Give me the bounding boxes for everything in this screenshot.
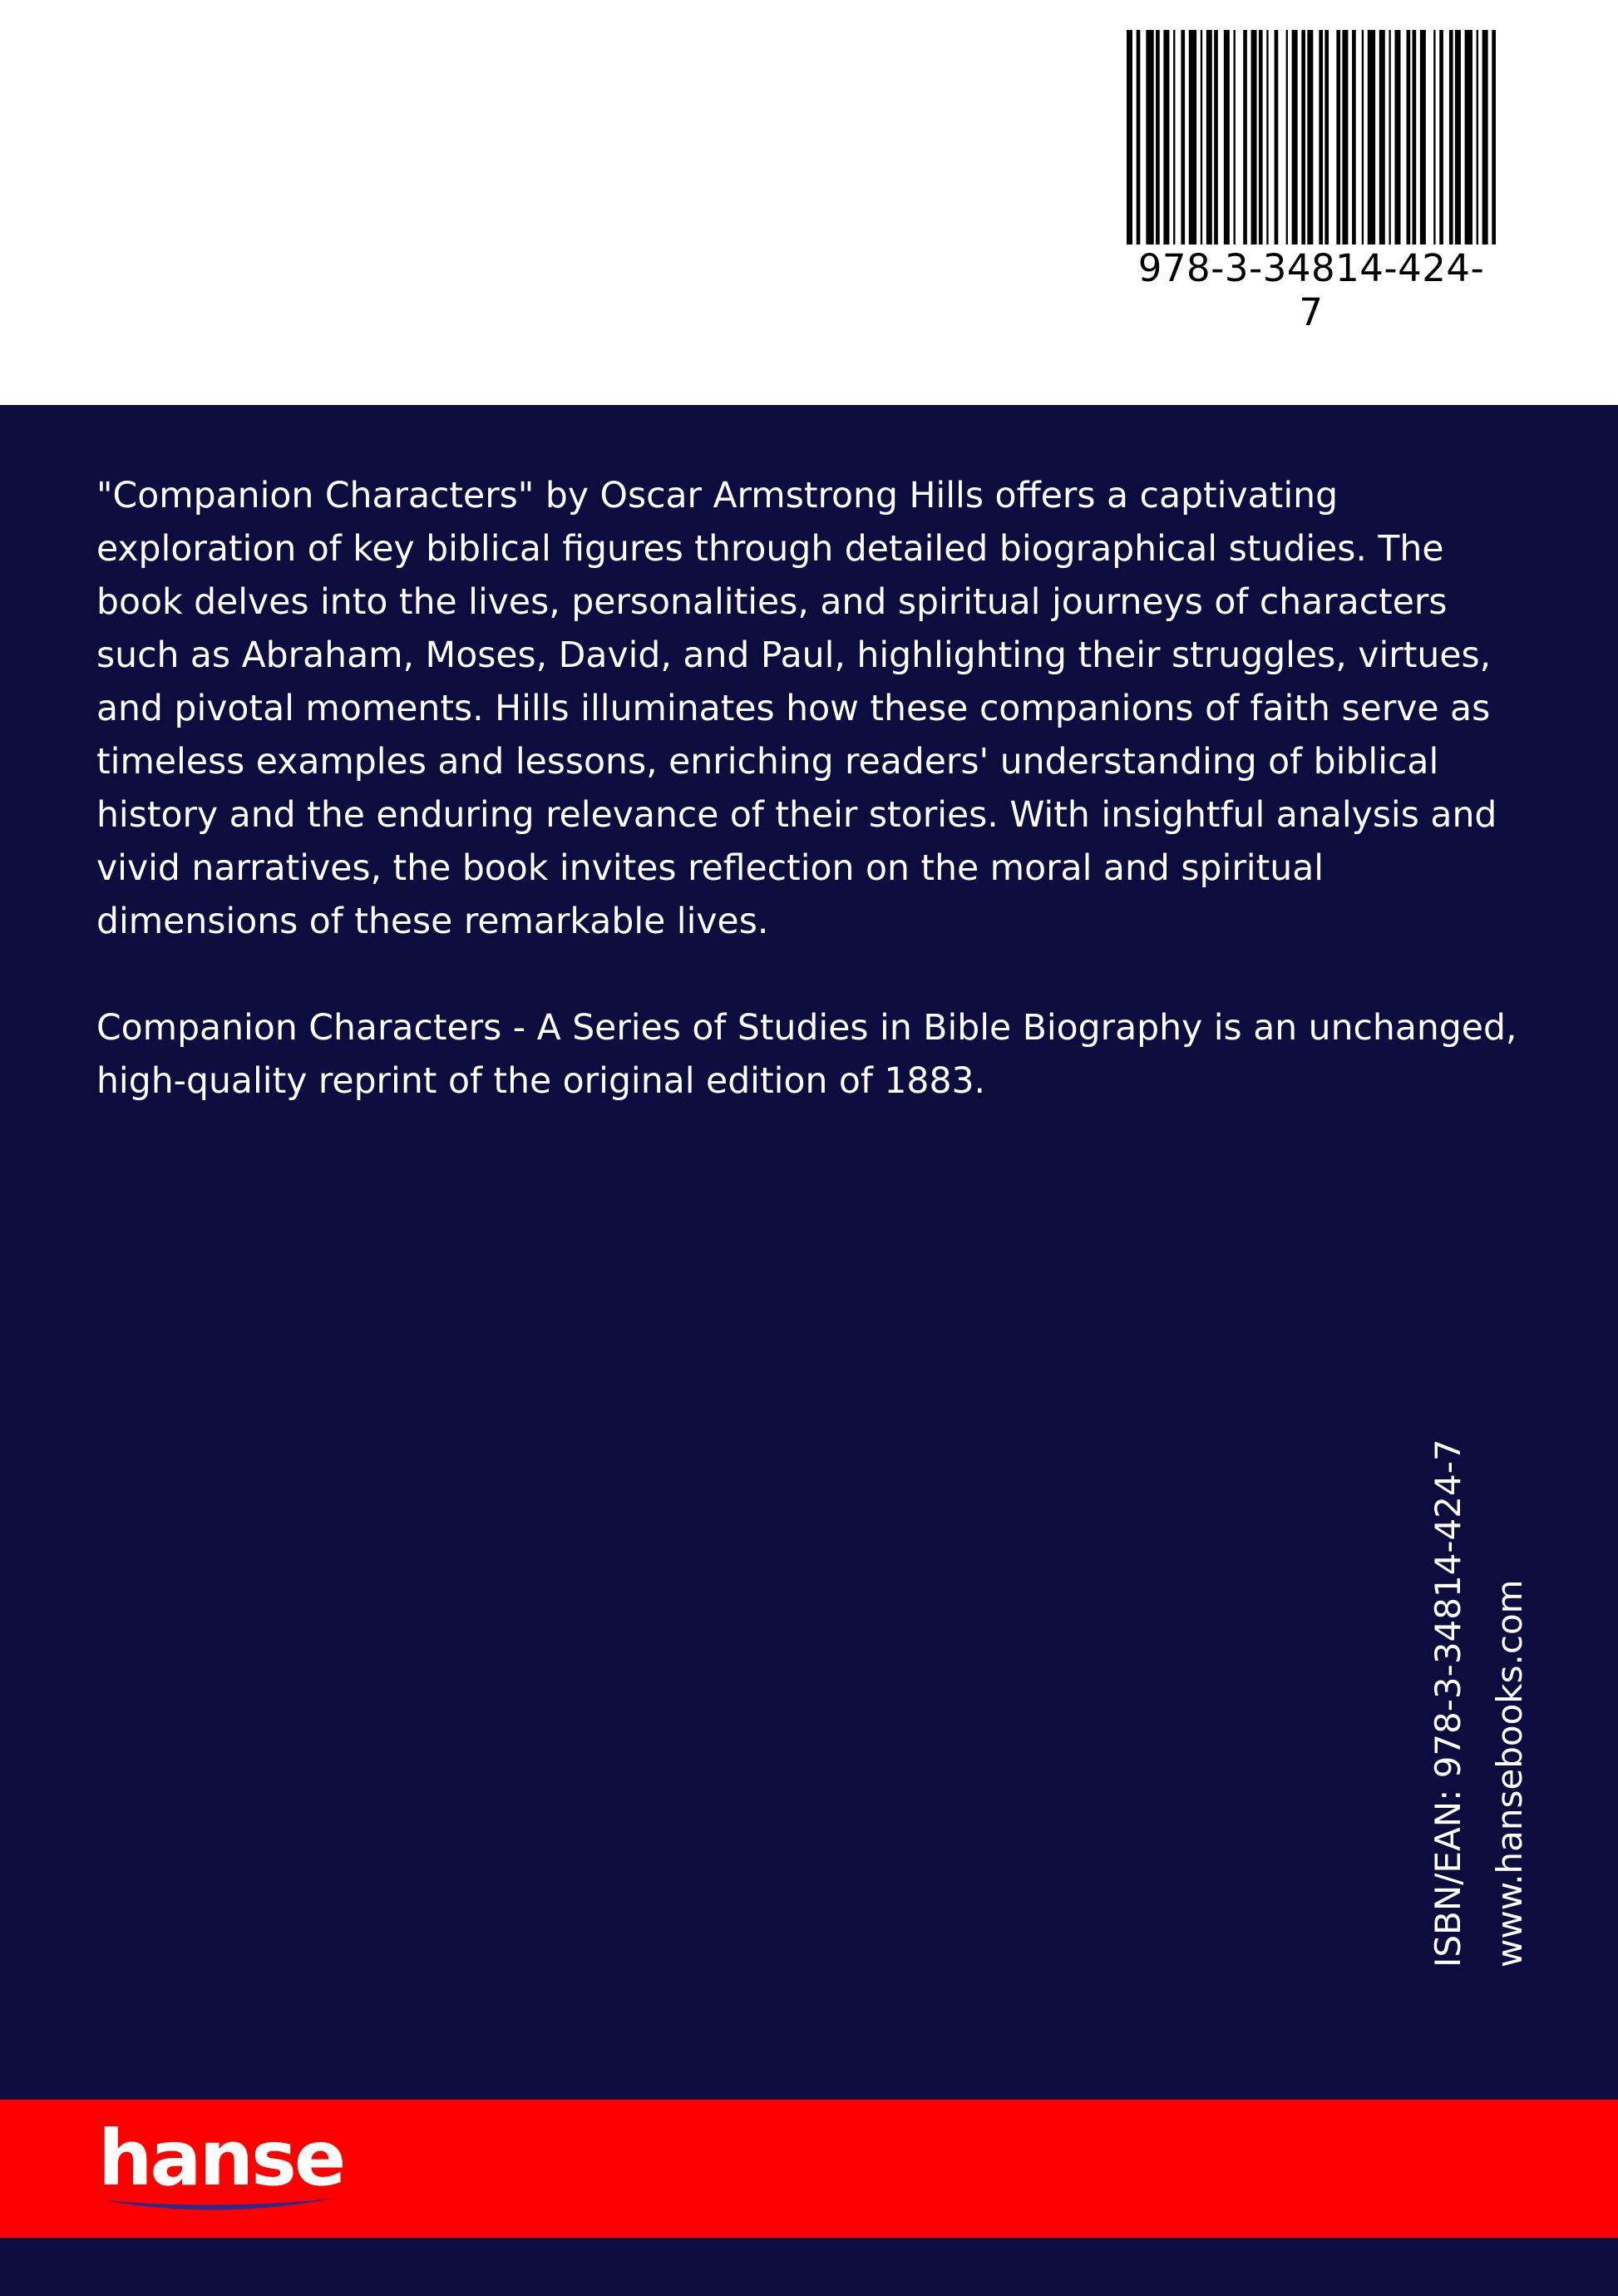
barcode-bar [1433, 30, 1435, 244]
barcode-bar [1259, 30, 1263, 244]
barcode-bar [1251, 30, 1257, 244]
barcode-bar [1201, 30, 1202, 244]
barcode-bar [1189, 30, 1196, 244]
barcode-bar [1455, 30, 1461, 244]
description-paragraph-1: "Companion Characters" by Oscar Armstrong Hills offers a captivating exploration of key biblical figures through detailed biographical studies. The book delves into the lives, personalities, and spiritual journeys of characters such as Abraham, Moses, David, and Paul, highlighting their struggles, virtues, and pivotal moments. Hills illuminates how these companions of faith serve as timeless examples and lessons, enriching readers' understanding of biblical history and the enduring relevance of their stories. With insightful analysis and vivid narratives, the book invites reflection on the moral and spiritual dimensions of these remarkable lives. [96, 476, 1497, 942]
barcode-bar [1379, 30, 1385, 244]
barcode-bar [1137, 30, 1141, 244]
barcode-bar [1319, 30, 1323, 244]
barcode-bar [1413, 30, 1417, 244]
barcode-bar [1420, 30, 1426, 244]
barcode-bar [1407, 30, 1411, 244]
website-text: www.hansebooks.com [1489, 1579, 1530, 1968]
barcode-bar [1394, 30, 1400, 244]
bottom-band [0, 2238, 1618, 2296]
barcode-bar [1301, 30, 1305, 244]
logo-swoosh-icon [101, 2195, 334, 2217]
barcode-bar [1492, 30, 1496, 244]
barcode-bar [1275, 30, 1279, 244]
spine-info [1418, 1439, 1541, 1968]
barcode-bar [1307, 30, 1313, 244]
barcode-bar [1127, 30, 1132, 244]
barcode-bar [1449, 30, 1453, 244]
barcode-bar [1368, 30, 1375, 244]
barcode-bar [1439, 30, 1443, 244]
barcode-bar [1352, 30, 1356, 244]
barcode-number: 978-3-34814-424-7 [1137, 246, 1485, 334]
barcode [1127, 30, 1496, 244]
barcode-bar [1465, 30, 1472, 244]
barcode-bar [1362, 30, 1364, 244]
barcode-bar [1234, 30, 1236, 244]
barcode-bar [1477, 30, 1478, 244]
hanse-logo [98, 2114, 344, 2210]
barcode-bar [1342, 30, 1348, 244]
barcode-bar [1146, 30, 1153, 244]
barcode-bar [1292, 30, 1298, 244]
barcode-bar [1324, 30, 1329, 244]
barcode-bar [1181, 30, 1185, 244]
barcode-bar [1156, 30, 1160, 244]
barcode-bars [1127, 30, 1496, 244]
barcode-bar [1224, 30, 1230, 244]
barcode-bar [1214, 30, 1218, 244]
description-paragraph-2: Companion Characters - A Series of Studies in Bible Biography is an unchanged, high-quality reprint of the original edition of 1883. [96, 1008, 1517, 1102]
barcode-bar [1482, 30, 1488, 244]
barcode-bar [1206, 30, 1212, 244]
isbn-text: ISBN/EAN: 978-3-34814-424-7 [1428, 1439, 1468, 1968]
barcode-bar [1173, 30, 1175, 244]
barcode-bar [1266, 30, 1268, 244]
barcode-bar [1389, 30, 1390, 244]
barcode-bar [1243, 30, 1247, 244]
book-description [96, 470, 1535, 1108]
logo-wordmark: hanse [98, 2114, 344, 2203]
barcode-bar [1163, 30, 1169, 244]
barcode-bar [1286, 30, 1288, 244]
barcode-bar [1336, 30, 1340, 244]
